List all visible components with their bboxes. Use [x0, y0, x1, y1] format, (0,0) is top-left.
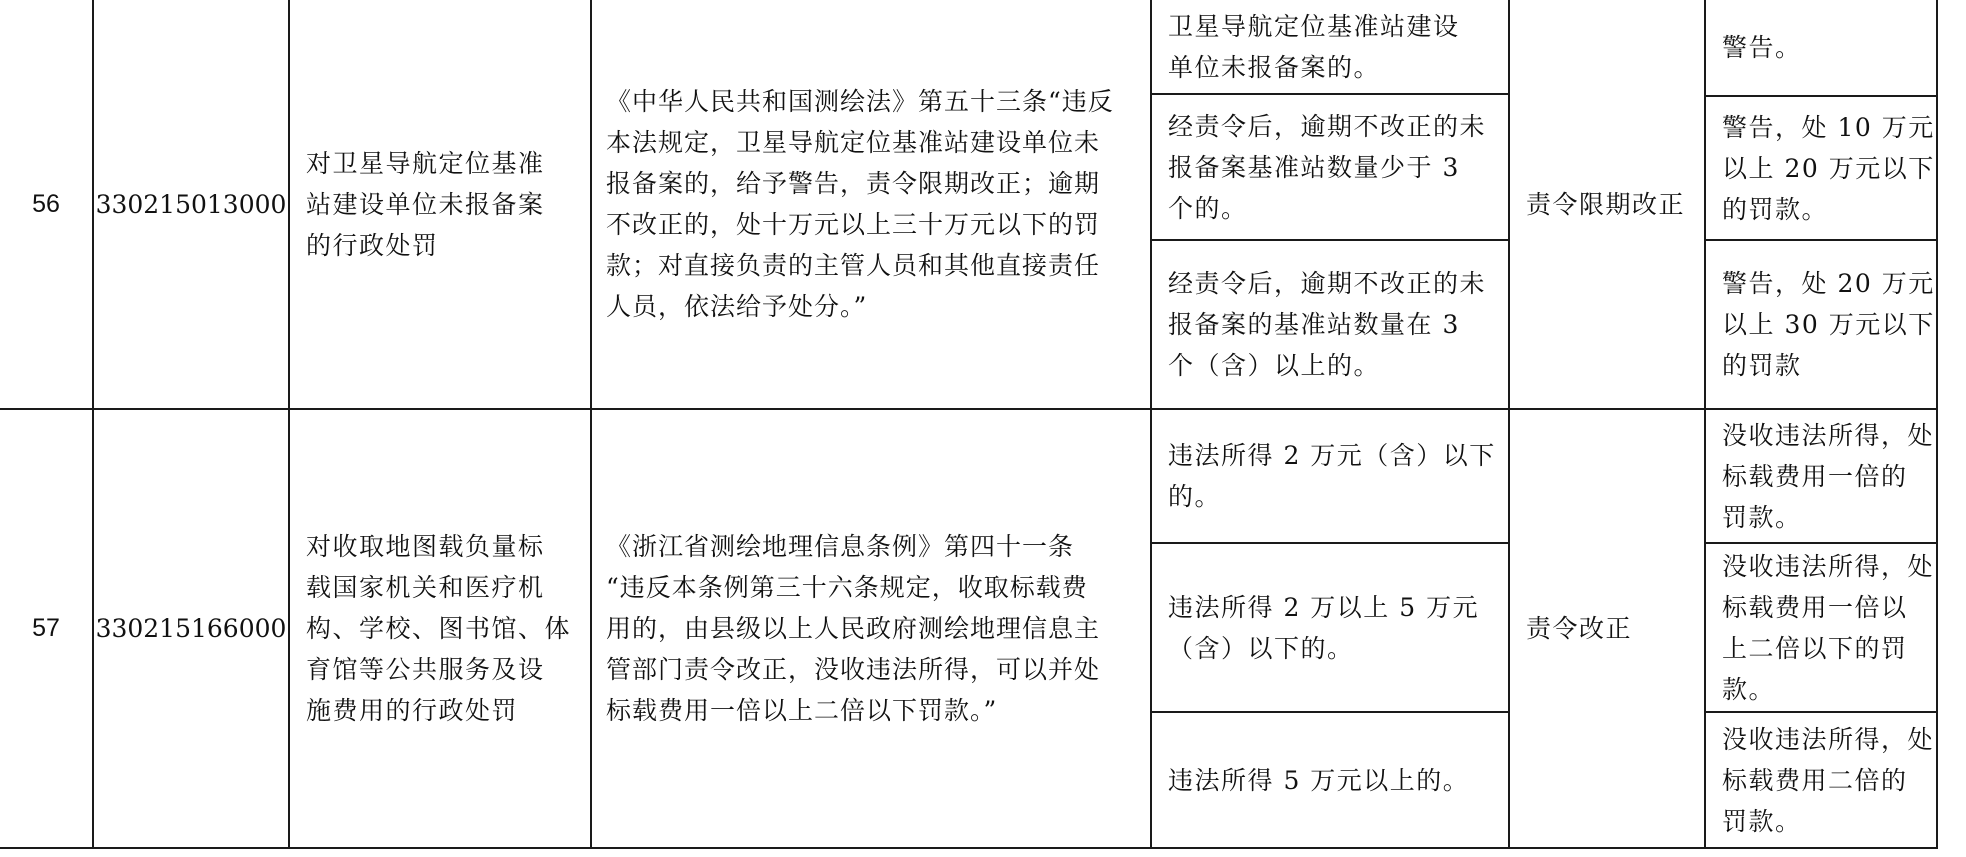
item-name [290, 410, 590, 847]
penalty [1706, 544, 1936, 711]
penalty [1706, 410, 1936, 542]
item-code-text: 330215166000 [95, 614, 287, 643]
violation-condition-text: 卫星导航定位基准站建设 单位未报备案的。 [1168, 11, 1460, 82]
legal-basis-text: 《中华人民共和国测绘法》第五十三条“违反 本法规定，卫星导航定位基准站建设单位未 报备案的，给予警告，责令限期改正；逾期 不改正的，处十万元以上三十万元以下的罚 款；对直接负责的主管人员和其他直接责任 人员，依法给予处分。” [606, 87, 1114, 321]
corrective-measure-text: 责令改正 [1526, 614, 1633, 643]
penalty [1706, 0, 1936, 95]
penalty-text: 警告，处 10 万元 以上 20 万元以下 的罚款。 [1722, 112, 1935, 224]
penalty-text: 没收违法所得，处 标载费用二倍的 罚款。 [1722, 724, 1935, 836]
item-code-text: 330215013000 [95, 189, 287, 219]
violation-condition-text: 违法所得 2 万以上 5 万元 （含）以下的。 [1168, 592, 1480, 663]
row-number [0, 410, 92, 847]
corrective-measure-text: 责令限期改正 [1526, 189, 1686, 219]
table-vline [1936, 0, 1938, 849]
table-hline [0, 847, 1938, 849]
legal-basis-text: 《浙江省测绘地理信息条例》第四十一条 “违反本条例第三十六条规定，收取标载费 用的，由县级以上人民政府测绘地理信息主 管部门责令改正，没收违法所得，可以并处 标载费用一倍以上二倍以下罚款。” [606, 532, 1101, 725]
item-name [290, 0, 590, 408]
penalty [1706, 97, 1936, 239]
violation-condition [1152, 0, 1508, 93]
violation-condition-text: 违法所得 5 万元以上的。 [1168, 765, 1470, 795]
violation-condition-text: 经责令后，逾期不改正的未 报备案的基准站数量在 3 个（含）以上的。 [1168, 269, 1487, 380]
item-code [94, 410, 288, 847]
legal-basis [592, 410, 1150, 847]
violation-condition [1152, 544, 1508, 711]
row-number-text: 57 [32, 614, 60, 642]
violation-condition [1152, 241, 1508, 408]
penalty [1706, 713, 1936, 847]
violation-condition-text: 违法所得 2 万元（含）以下 的。 [1168, 441, 1496, 511]
item-code [94, 0, 288, 408]
row-number [0, 0, 92, 408]
violation-condition [1152, 410, 1508, 542]
corrective-measure [1510, 410, 1704, 847]
legal-basis [592, 0, 1150, 408]
corrective-measure [1510, 0, 1704, 408]
violation-condition [1152, 713, 1508, 847]
penalty-text: 没收违法所得，处 标载费用一倍以 上二倍以下的罚 款。 [1722, 551, 1935, 704]
penalty-text: 警告，处 20 万元 以上 30 万元以下 的罚款 [1722, 269, 1935, 380]
violation-condition [1152, 95, 1508, 239]
row-number-text: 56 [32, 189, 60, 218]
item-name-text: 对收取地图载负量标 载国家机关和医疗机 构、学校、图书馆、体 育馆等公共服务及设 施费用的行政处罚 [306, 532, 572, 725]
item-name-text: 对卫星导航定位基准 站建设单位未报备案 的行政处罚 [306, 148, 545, 260]
penalty-text: 警告。 [1722, 33, 1802, 62]
penalty [1706, 241, 1936, 408]
penalty-text: 没收违法所得，处 标载费用一倍的 罚款。 [1722, 420, 1935, 532]
violation-condition-text: 经责令后，逾期不改正的未 报备案基准站数量少于 3 个的。 [1168, 111, 1487, 223]
